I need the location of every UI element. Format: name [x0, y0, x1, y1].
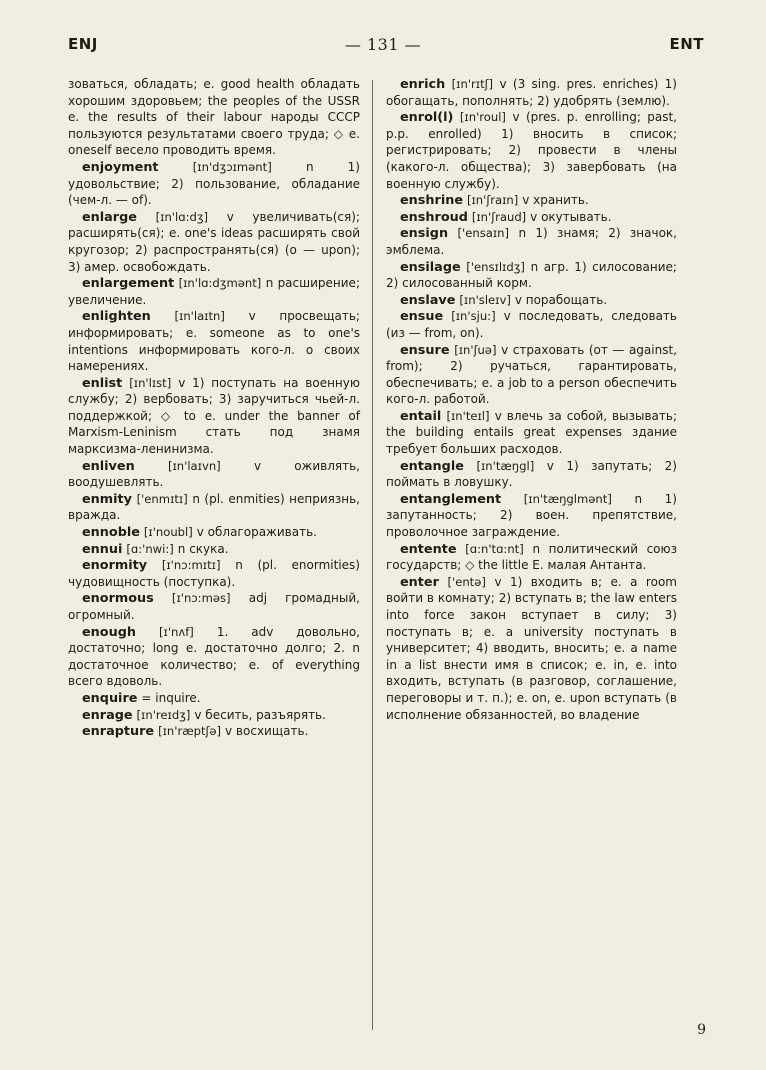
entry-ennoble — [68, 524, 360, 541]
headword: entail — [400, 408, 442, 424]
entry-enliven — [68, 458, 360, 491]
definition: n скука. — [177, 541, 229, 556]
headword: enlist — [82, 375, 123, 391]
definition: n 1) знамя; 2) значок, эмблема. — [386, 226, 677, 257]
entry-enrage — [68, 707, 360, 724]
definition: v страховать (от — against, from); 2) ручаться, гарантировать, обеспечивать; e. a job to a person обеспечить кого-л. работой. — [386, 342, 677, 407]
page-number: — 131 — — [344, 35, 422, 54]
entry-enlist — [68, 375, 360, 458]
headword: enter — [400, 574, 439, 590]
definition: n 1) запутанность; 2) воен. препятствие, проволочное заграждение. — [386, 491, 677, 540]
definition: v 1) поступать на военную службу; 2) вербовать; 3) заручиться чьей-л. поддержкой; ◇ to e. under the banner of Marxism-Leninism стать под знамя марксизма-ленинизма. — [68, 375, 360, 457]
transcription: [ɪn'laɪtn] — [174, 309, 225, 324]
entry-enlarge — [68, 209, 360, 275]
definition: n (pl. enormities) чудовищность (поступка). — [68, 558, 360, 589]
definition: = inquire. — [141, 690, 201, 705]
printer-signature: 9 — [697, 1022, 706, 1038]
transcription: [ɪn'lɪst] — [129, 375, 172, 390]
transcription: ['ensɪlɪdʒ] — [466, 259, 525, 274]
transcription: [ɪn'lɑ:dʒmənt] — [178, 276, 262, 291]
entry-enshroud — [386, 209, 677, 226]
entry-entente — [386, 541, 677, 574]
headword: enlarge — [82, 209, 137, 225]
entry-ensure — [386, 342, 677, 408]
headword: enrapture — [82, 724, 155, 740]
definition: v оживлять, воодушевлять. — [68, 458, 360, 490]
definition: v просвещать; информировать; e. someone as to one's intentions информировать кого-л. о своих намерениях. — [68, 309, 360, 374]
headword: enshroud — [400, 209, 468, 225]
headword: enormity — [82, 558, 148, 574]
definition: v бесить, разъярять. — [194, 707, 326, 722]
definition: n агр. 1) силосование; 2) силосованный корм. — [386, 259, 677, 291]
definition: v восхищать. — [225, 724, 309, 739]
entry-enlargement — [68, 275, 360, 308]
entry-enshrine — [386, 192, 677, 209]
transcription: [ɪn'ʃuə] — [454, 342, 497, 357]
left-column — [68, 76, 360, 740]
transcription: ['ensaɪn] — [457, 226, 510, 241]
right-column — [386, 76, 677, 723]
entry-cont — [68, 76, 360, 159]
headword: ensue — [400, 309, 444, 325]
headword: enormous — [82, 591, 154, 607]
entry-enrapture — [68, 723, 360, 740]
definition: v (pres. p. enrolling; past, p.p. enrolled) 1) вносить в список; регистрировать; 2) провести в члены (какого-л. общества); 3) завербовать (на военную службу). — [386, 110, 677, 191]
entry-enjoyment — [68, 159, 360, 209]
entry-ensign — [386, 225, 677, 258]
entry-enrol — [386, 109, 677, 192]
entry-ensue — [386, 308, 677, 341]
transcription: [ɪ'nʌf] — [159, 624, 194, 639]
headword: enjoyment — [82, 159, 159, 175]
headword: entanglement — [400, 491, 502, 507]
entry-enslave — [386, 292, 677, 309]
definition: v 1) входить в; e. a room войти в комнату; 2) вступать в; the law enters into force закон вступает в силу; 3) поступать в; e. a university поступать в университет; 4) вводить, вносить; e. a name in a list внести имя в список; e. in, e. into входить, вступать (в разговор, соглашение, переговоры и т. п.); e. on, e. upon вступать (в исполнение обязанностей, во владение — [386, 574, 677, 722]
definition: v (3 sing. pres. enriches) 1) обогащать, пополнять; 2) удобрять (землю). — [386, 77, 677, 108]
definition: n (pl. enmities) неприязнь, вражда. — [68, 491, 360, 523]
headword: entangle — [400, 458, 464, 474]
entry-enlighten — [68, 308, 360, 374]
definition: v влечь за собой, вызывать; the building entails great expenses здание требует больших расходов. — [386, 408, 677, 457]
headword: enmity — [82, 491, 132, 507]
headword: ensilage — [400, 259, 461, 275]
headword: enliven — [82, 458, 135, 474]
entry-enter — [386, 574, 677, 723]
transcription: ['enmɪtɪ] — [136, 491, 188, 506]
definition: v хранить. — [522, 193, 589, 208]
entry-enrich — [386, 76, 677, 109]
headword: enrich — [400, 77, 446, 92]
transcription: [ɪn'ræptʃə] — [158, 724, 222, 739]
transcription: [ɪn'sju:] — [451, 309, 496, 324]
entry-enquire — [68, 690, 360, 707]
transcription: [ɪn'reɪdʒ] — [136, 707, 191, 722]
definition: n расширение; увеличение. — [68, 276, 360, 307]
definition: v последовать, следовать (из — from, on). — [386, 309, 677, 340]
transcription: [ɪn'lɑ:dʒ] — [155, 209, 209, 224]
entry-entail — [386, 408, 677, 458]
definition: 1. adv довольно, достаточно; long e. достаточно долго; 2. n достаточное количество; e. of everything всего вдоволь. — [68, 624, 360, 689]
definition: v 1) запутать; 2) поймать в ловушку. — [386, 458, 677, 490]
definition: adj громадный, огромный. — [68, 591, 360, 622]
transcription: [ɪn'roul] — [459, 110, 506, 125]
headword: ensign — [400, 226, 449, 242]
running-head-left: ENJ — [68, 35, 98, 53]
transcription: [ɑ:'nwi:] — [126, 541, 174, 556]
running-head-right: ENT — [669, 35, 704, 53]
entry-enmity — [68, 491, 360, 524]
transcription: [ɪ'nɔ:məs] — [171, 591, 231, 606]
headword: enlargement — [82, 276, 175, 292]
transcription: [ɪn'sleɪv] — [459, 292, 511, 307]
column-divider — [372, 80, 373, 1030]
transcription: [ɪn'ʃraɪn] — [466, 193, 519, 208]
entry-enormous — [68, 590, 360, 623]
transcription: [ɪn'tæŋglmənt] — [523, 491, 612, 506]
definition: зоваться, обладать; e. good health обладать хорошим здоровьем; the peoples of the USSR e. the results of their labour народы СССР пользуются результатами своего труда; ◇ e. oneself весело проводить время. — [68, 77, 360, 158]
entry-enough — [68, 624, 360, 690]
headword: entente — [400, 541, 457, 557]
headword: ennui — [82, 541, 123, 557]
entry-entangle — [386, 458, 677, 491]
headword: enlighten — [82, 309, 151, 325]
headword: enquire — [82, 690, 138, 706]
entry-ensilage — [386, 259, 677, 292]
definition: n 1) удовольствие; 2) пользование, обладание (чем-л. — of). — [68, 159, 360, 208]
transcription: ['entə] — [447, 574, 486, 589]
headword: enshrine — [400, 193, 464, 209]
transcription: [ɪn'teɪl] — [446, 408, 490, 423]
entry-ennui — [68, 541, 360, 558]
definition: v порабощать. — [514, 292, 608, 307]
headword: enrol(l) — [400, 110, 454, 126]
transcription: [ɪ'noubl] — [143, 525, 193, 540]
transcription: [ɪn'rɪtʃ] — [451, 77, 494, 91]
headword: ensure — [400, 342, 450, 358]
headword: enslave — [400, 292, 456, 308]
headword: enough — [82, 624, 136, 640]
definition: v увеличивать(ся); расширять(ся); e. one's ideas расширять свой кругозор; 2) распространять(ся) (о — upon); 3) амер. освобождать. — [68, 209, 360, 274]
transcription: [ɑ:n'tɑ:nt] — [465, 541, 524, 556]
entry-enormity — [68, 557, 360, 590]
headword: enrage — [82, 707, 133, 723]
transcription: [ɪn'tæŋgl] — [476, 458, 535, 473]
headword: ennoble — [82, 525, 140, 541]
transcription: [ɪn'dʒɔɪmənt] — [192, 159, 272, 174]
entry-entanglement — [386, 491, 677, 541]
definition: v облагораживать. — [196, 525, 317, 540]
transcription: [ɪ'nɔ:mɪtɪ] — [161, 558, 221, 573]
transcription: [ɪn'laɪvn] — [167, 458, 221, 473]
transcription: [ɪn'ʃraud] — [471, 209, 527, 224]
definition: n политический союз государств; ◇ the little E. малая Антанта. — [386, 541, 677, 573]
definition: v окутывать. — [530, 209, 612, 224]
